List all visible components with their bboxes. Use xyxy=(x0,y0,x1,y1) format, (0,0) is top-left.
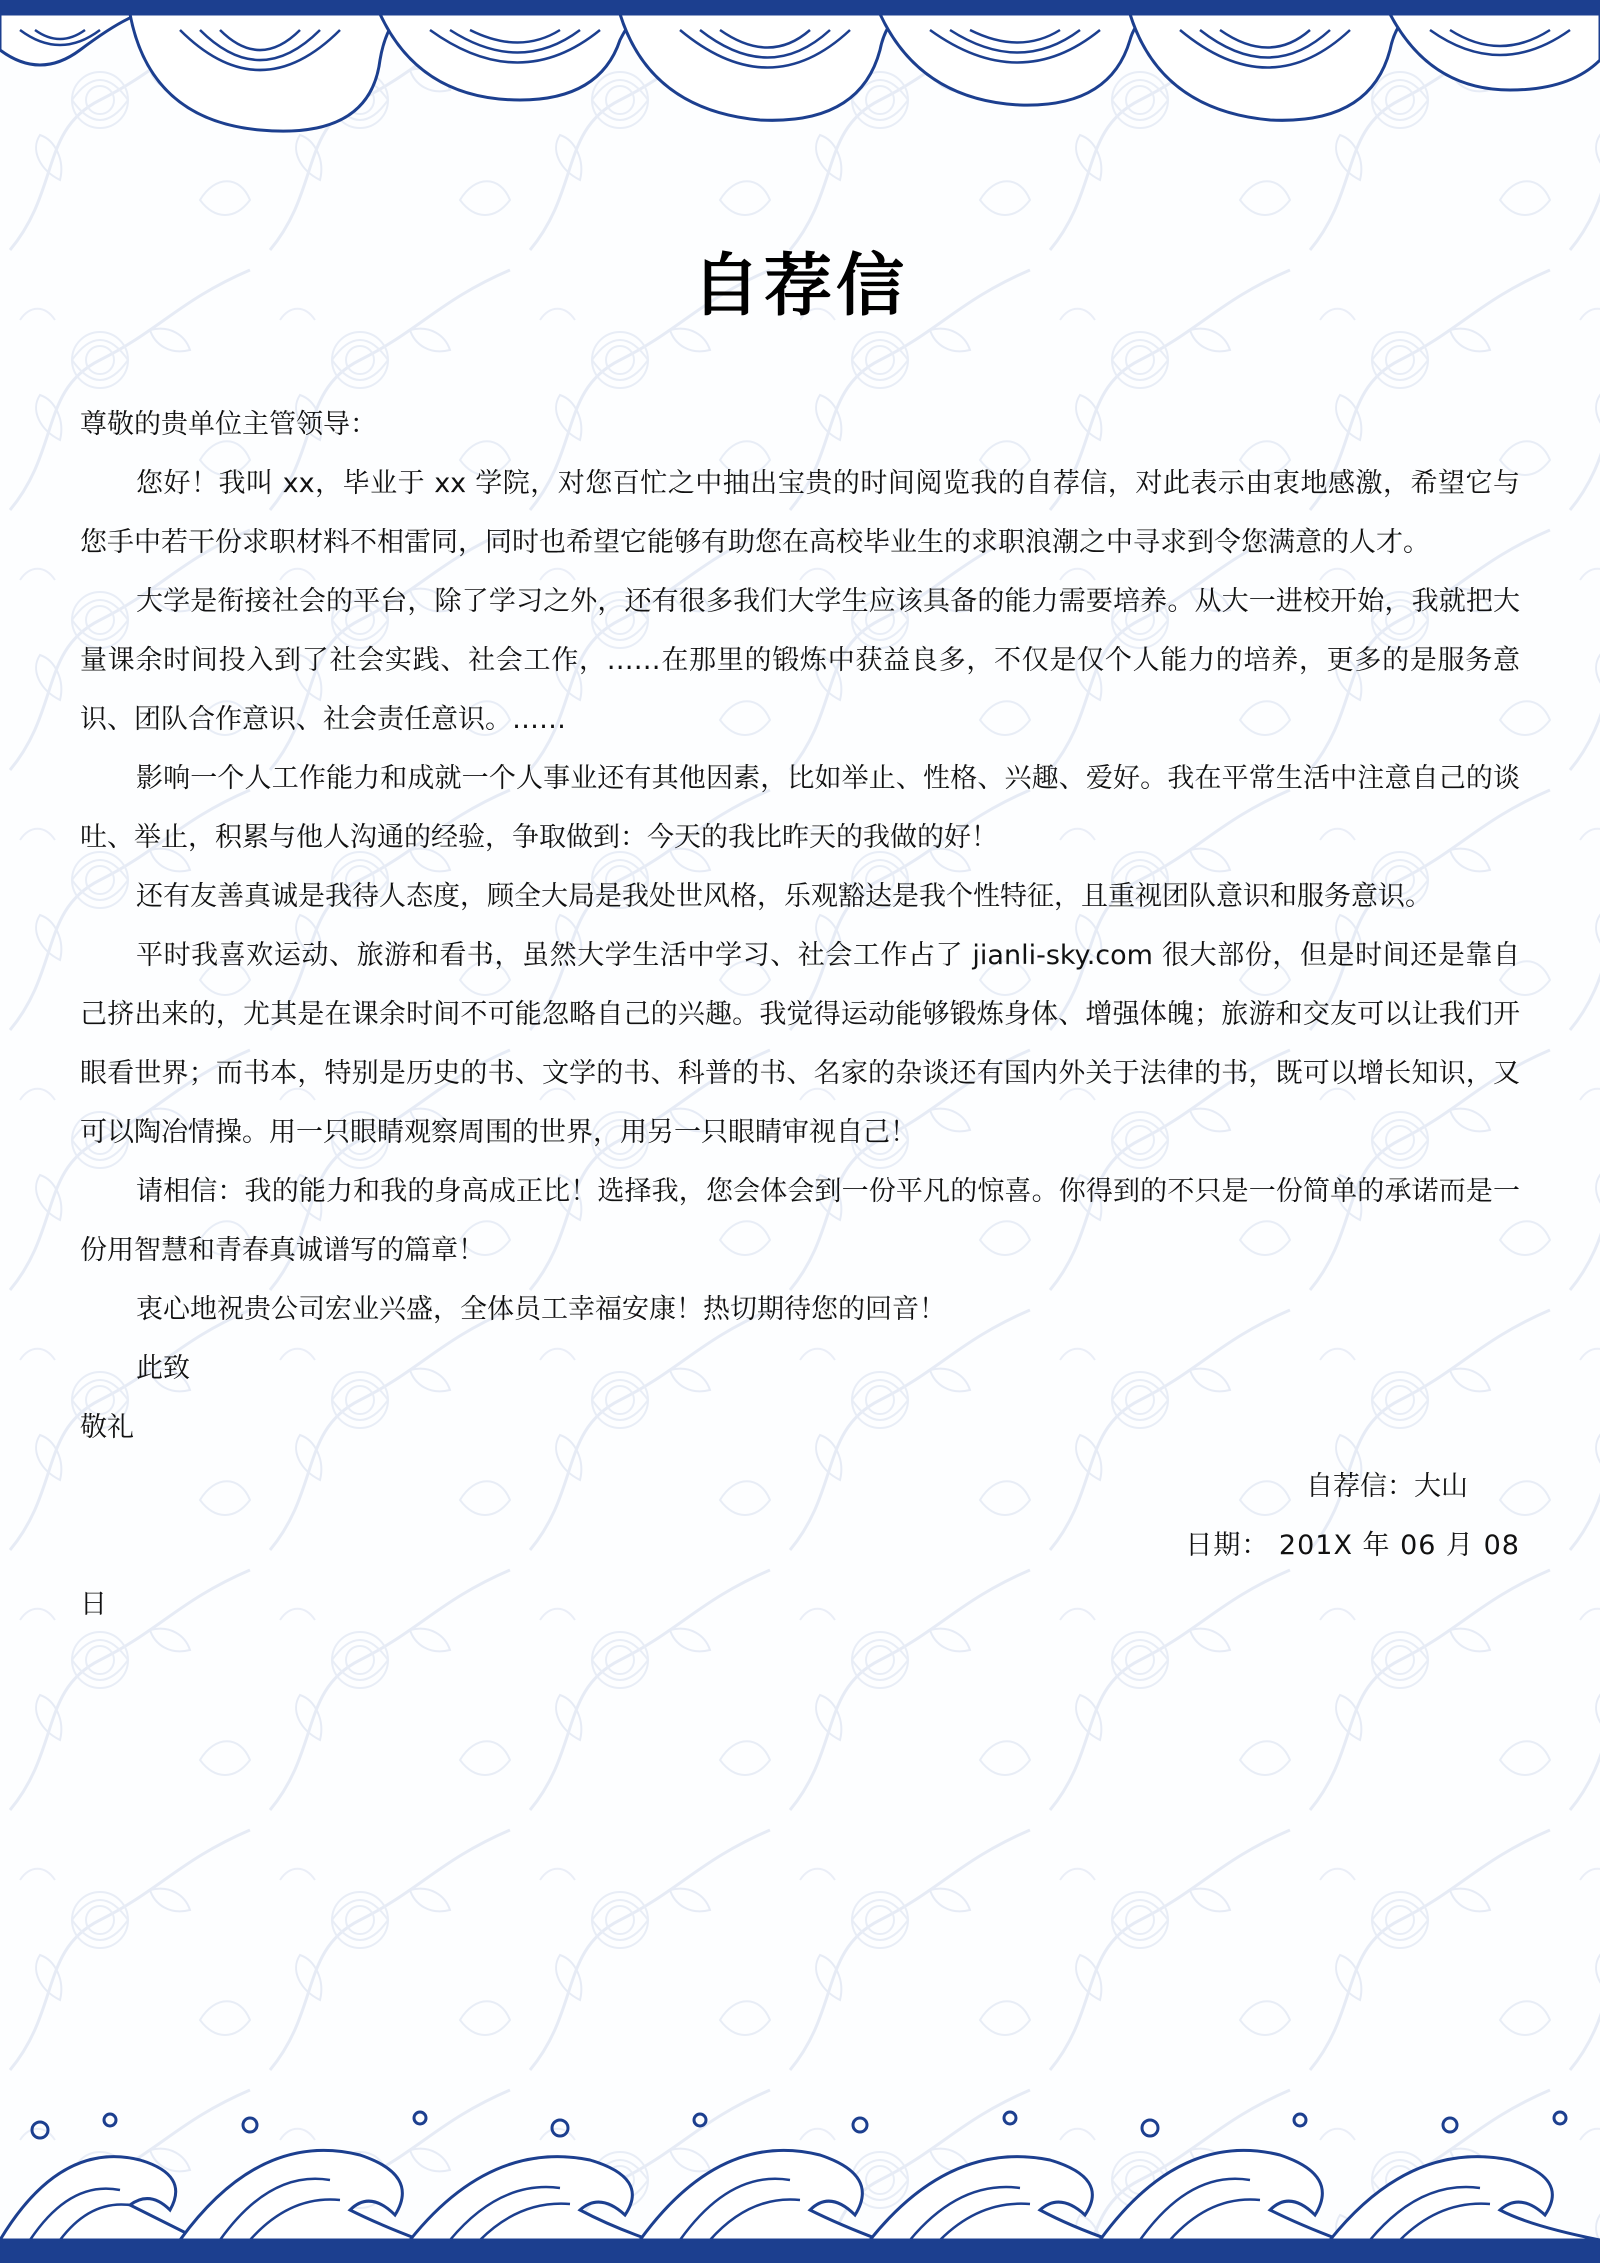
paragraph-character: 影响一个人工作能力和成就一个人事业还有其他因素，比如举止、性格、兴趣、爱好。我在平常生活中注意自己的谈吐、举止，积累与他人沟通的经验，争取做到：今天的我比昨天的我做的好！ xyxy=(80,763,1520,853)
bottom-wave-border xyxy=(0,2100,1600,2263)
date-day: 日 xyxy=(80,1589,107,1620)
closing-ci-zhi: 此致 xyxy=(136,1353,190,1384)
signer-line: 自荐信：大山 xyxy=(1306,1471,1468,1502)
paragraph-attitude: 还有友善真诚是我待人态度，顾全大局是我处世风格，乐观豁达是我个性特征，且重视团队意识和服务意识。 xyxy=(136,881,1432,912)
paragraph-wishes: 衷心地祝贵公司宏业兴盛，全体员工幸福安康！热切期待您的回音！ xyxy=(136,1294,946,1325)
paragraph-university: 大学是衔接社会的平台，除了学习之外，还有很多我们大学生应该具备的能力需要培养。从大一进校开始，我就把大量课余时间投入到了社会实践、社会工作，……在那里的锻炼中获益良多，不仅是仅个人能力的培养，更多的是服务意识、团队合作意识、社会责任意识。…… xyxy=(80,586,1520,735)
paragraph-hobbies: 平时我喜欢运动、旅游和看书，虽然大学生活中学习、社会工作占了 jianli-sky.com 很大部份，但是时间还是靠自己挤出来的，尤其是在课余时间不可能忽略自己的兴趣。我觉得运动能够锻炼身体、增强体魄；旅游和交友可以让我们开眼看世界；而书本，特别是历史的书、文学的书、科普的书、名家的杂谈还有国内外关于法律的书，既可以增长知识，又可以陶冶情操。用一只眼睛观察周围的世界，用另一只眼睛审视自己！ xyxy=(80,940,1520,1148)
paragraph-believe: 请相信：我的能力和我的身高成正比！选择我，您会体会到一份平凡的惊喜。你得到的不只是一份简单的承诺而是一份用智慧和青春真诚谱写的篇章！ xyxy=(80,1176,1520,1266)
top-wave-border xyxy=(0,0,1600,160)
letter-body xyxy=(80,395,1520,1634)
closing-jing-li: 敬礼 xyxy=(80,1412,134,1443)
paragraph-greeting: 您好！我叫 xx，毕业于 xx 学院，对您百忙之中抽出宝贵的时间阅览我的自荐信，对此表示由衷地感激，希望它与您手中若干份求职材料不相雷同，同时也希望它能够有助您在高校毕业生的求职浪潮之中寻求到令您满意的人才。 xyxy=(80,468,1520,558)
date-line: 日期： 201X 年 06 月 08 xyxy=(1185,1530,1520,1561)
document-title: 自荐信 xyxy=(691,247,908,326)
salutation: 尊敬的贵单位主管领导： xyxy=(80,409,377,440)
